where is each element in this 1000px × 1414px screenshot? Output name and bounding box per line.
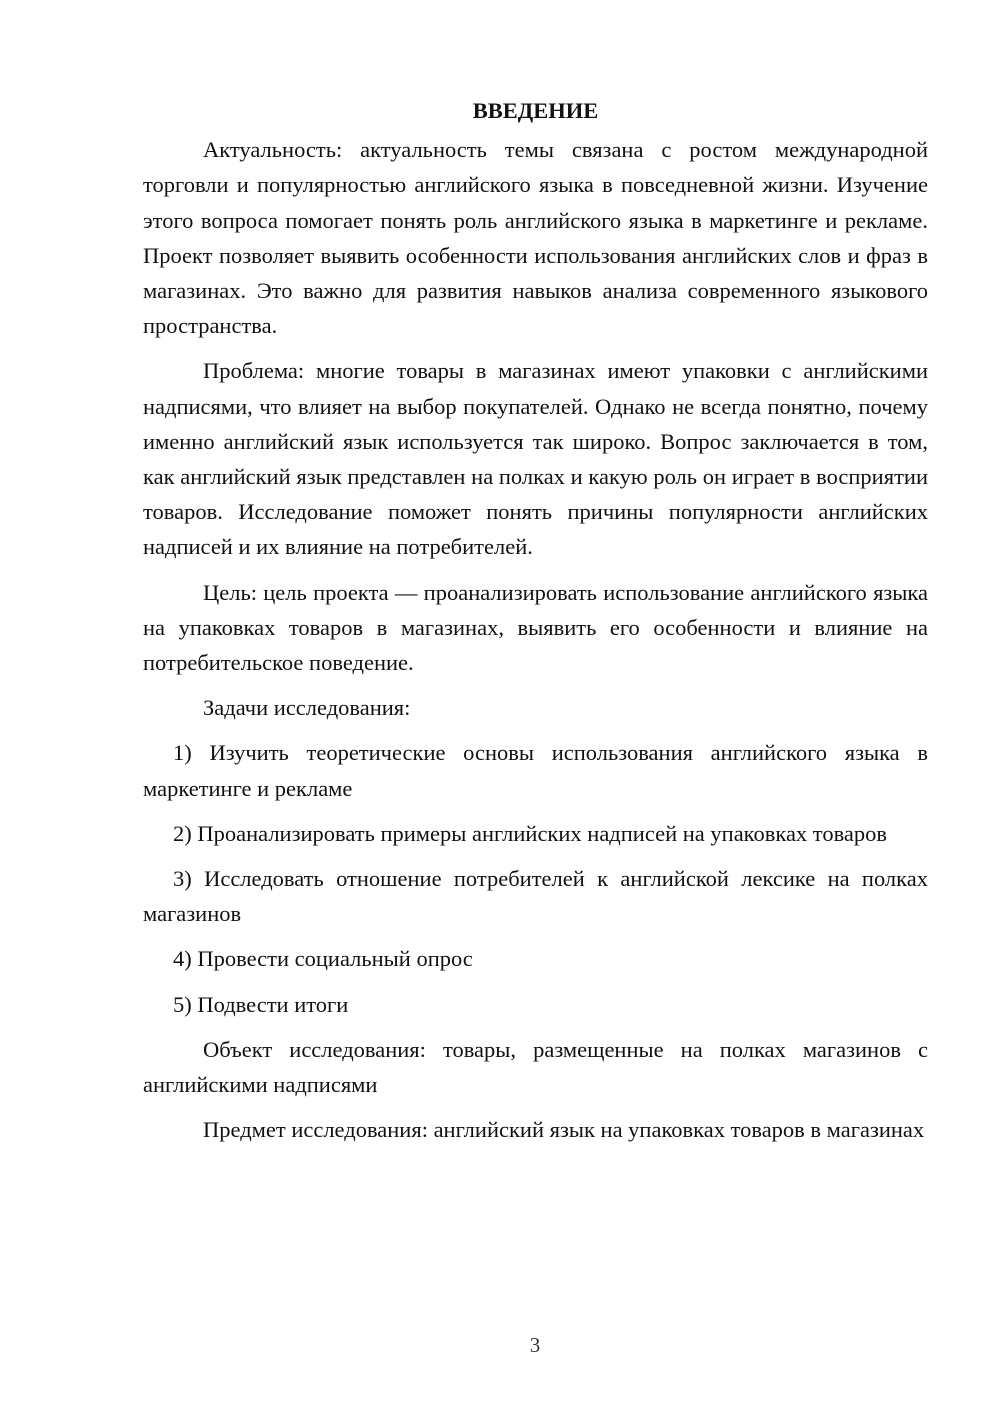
page-number: 3 bbox=[529, 1333, 541, 1357]
paragraph-goal: Цель: цель проекта — проанализировать использование английского языка на упаковках товаров в магазинах, выявить его особенности и влияние на потребительское поведение. bbox=[143, 579, 928, 676]
task-item: 2) Проанализировать примеры английских надписей на упаковках товаров bbox=[173, 820, 888, 846]
task-item: 3) Исследовать отношение потребителей к английской лексике на полках магазинов bbox=[143, 866, 928, 927]
task-item: 5) Подвести итоги bbox=[173, 991, 349, 1017]
page-content bbox=[143, 93, 928, 1157]
task-item: 1) Изучить теоретические основы использования английского языка в маркетинге и рекламе bbox=[143, 740, 928, 801]
paragraph-object: Объект исследования: товары, размещенные на полках магазинов с английскими надписями bbox=[143, 1036, 928, 1098]
task-item: 4) Провести социальный опрос bbox=[173, 946, 473, 972]
paragraph-relevance: Актуальность: актуальность темы связана с ростом международной торговли и популярностью английского языка в повседневной жизни. Изучение этого вопроса помогает понять роль английского языка в маркетинге и рекламе. Проект позволяет выявить особенности использования английских слов и фраз в магазинах. Это важно для развития навыков анализа современного языкового пространства. bbox=[143, 137, 928, 339]
paragraph-subject: Предмет исследования: английский язык на упаковках товаров в магазинах bbox=[203, 1117, 925, 1143]
section-heading: ВВЕДЕНИЕ bbox=[472, 98, 599, 123]
paragraph-problem: Проблема: многие товары в магазинах имеют упаковки с английскими надписями, что влияет на выбор покупателей. Однако не всегда понятно, почему именно английский язык используется так широко. Вопрос заключается в том, как английский язык представлен на полках и какую роль он играет в восприятии товаров. Исследование поможет понять причины популярности английских надписей и их влияние на потребителей. bbox=[143, 358, 928, 560]
tasks-label: Задачи исследования: bbox=[203, 695, 411, 721]
